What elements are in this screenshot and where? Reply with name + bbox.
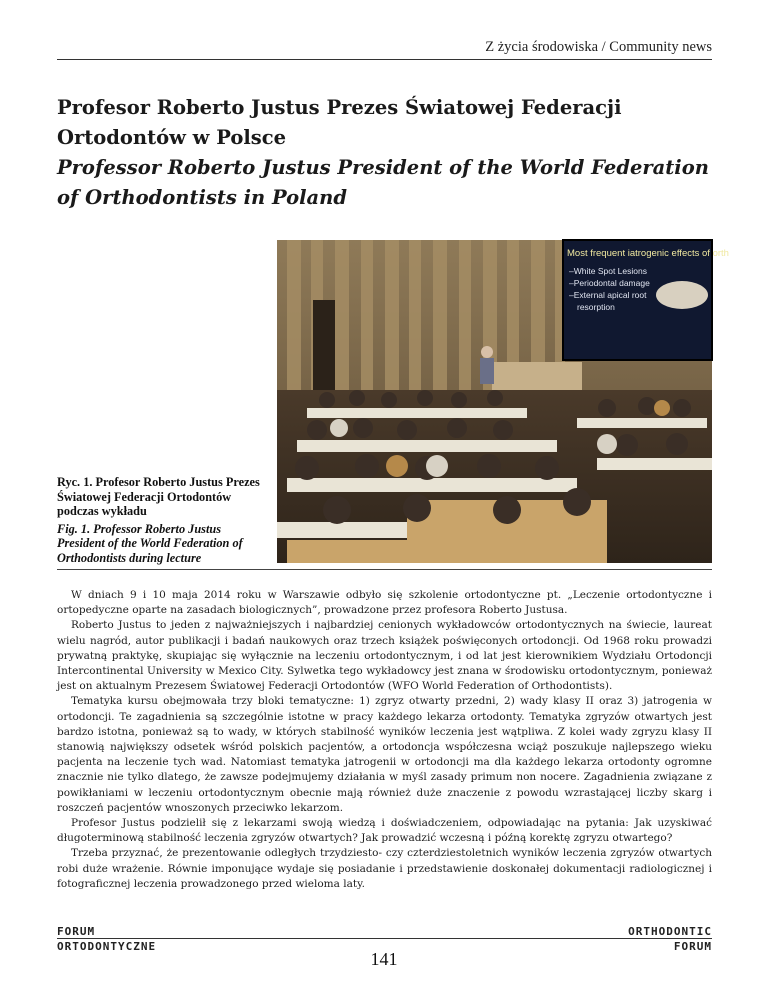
caption-pl: Ryc. 1. Profesor Roberto Justus Prezes Światowej Federacji Ortodontów podczas wykładu [57, 475, 260, 519]
article-body [57, 588, 712, 892]
footer-left-line2: ORTODONTYCZNE [57, 940, 157, 953]
title-pl-line1: Profesor Roberto Justus Prezes Światowej Federacji [57, 96, 622, 119]
body-paragraph: W dniach 9 i 10 maja 2014 roku w Warszawie odbyło się szkolenie ortodontyczne pt. „Leczenie ortodontyczne i ortopedyczne oparte na zasadach biologicznych”, prowadzone przez profesora Roberto Justusa. [57, 589, 712, 617]
footer-right-line1: ORTHODONTIC [628, 925, 712, 938]
header-rule [57, 59, 712, 60]
lecture-photo [277, 240, 729, 563]
running-header: Z życia środowiska / Community news [485, 39, 712, 55]
slide-item-1: –White Spot Lesions [569, 266, 647, 276]
figure-caption [57, 475, 269, 569]
body-paragraph: Profesor Justus podzielił się z lekarzami swoją wiedzą i doświadczeniem, odpowiadając na pytania: Jak uzyskiwać długoterminową stabilność leczenia zgryzów otwartych? Jak prowadzić wczesną i późną korektę zgryzu otwartego? [57, 817, 712, 845]
slide-item-2: –Periodontal damage [569, 278, 650, 288]
body-paragraph: Roberto Justus to jeden z najważniejszych i najbardziej cenionych wykładowców ortodontycznych na świecie, laureat wielu nagród, autor publikacji i badań naukowych oraz trzech książek poświęconych ortodoncji. Od 1968 roku prowadzi prywatną praktykę, skupiając się wyłącznie na leczeniu ortodontycznym, i od lat jest kierownikiem Wydziału Ortodoncji Intercontinental University w Mexico City. Sylwetka tego wykładowcy jest znana w środowisku ortodontycznym, ponieważ jest on aktualnym Prezesem Światowej Federacji Ortodontów (WFO World Federation of Orthodontists). [57, 619, 712, 693]
body-paragraph: Trzeba przyznać, że prezentowanie odległych trzydziesto- czy czterdziestoletnich wyników leczenia zgryzów otwartych robi duże wrażenie. Równie imponujące wydaje się posiadanie i przedstawienie doskonałej dokumentacji radiologicznej i fotograficznej leczenia prowadzonego przed wieloma laty. [57, 847, 712, 890]
footer-left-line1: FORUM [57, 925, 96, 938]
slide-title: Most frequent iatrogenic effects of orth [567, 248, 729, 259]
title-en-line1: Professor Roberto Justus President of the World Federation [57, 156, 709, 179]
article-title [57, 93, 717, 213]
footer-rule [57, 938, 712, 939]
body-paragraph: Tematyka kursu obejmowała trzy bloki tematyczne: 1) zgryz otwarty przedni, 2) wady klasy II oraz 3) jatrogenia w ortodoncji. Te zagadnienia są szczególnie istotne w pracy każdego lekarza ortodonty. Tematyka zgryzów otwartych jest bardzo istotna, ponieważ są to wady, w których stabilność wyników leczenia jest wątpliwa. Z kolei wady zgryzu klasy II stanowią największy odsetek wśród polskich pacjentów, a ortodoncja współczesna wciąż poszukuje najlepszego wieku pacjenta na leczenie tych wad. Natomiast tematyka jatrogenii w ortodoncji ma dla każdego lekarza ortodonty ogromne znacznie nie tylko dlatego, że zawsze podejmujemy działania w myśl zasady primum non nocere. Zagadnienia związane z powikłaniami w leczeniu ortodontycznym obecnie mają również duże znaczenie z powodu wzrastającej liczby skarg i roszczeń pacjentów wnoszonych przeciwko lekarzom. [57, 695, 712, 814]
title-pl-line2: Ortodontów w Polsce [57, 126, 287, 149]
page-number: 141 [370, 949, 398, 969]
title-en-line2: of Orthodontists in Poland [57, 186, 347, 209]
footer-right-line2: FORUM [673, 940, 712, 953]
caption-en: Fig. 1. Professor Roberto Justus President of the World Federation of Orthodontists during lecture [57, 521, 243, 565]
slide-item-4: resorption [577, 302, 615, 312]
slide-item-3: –External apical root [569, 290, 647, 300]
caption-rule [57, 569, 712, 570]
